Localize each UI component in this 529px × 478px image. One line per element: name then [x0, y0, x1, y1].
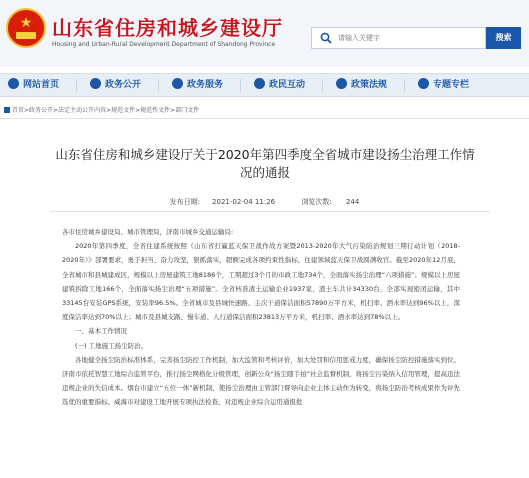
nav-item-home[interactable]: 网站首页 [8, 74, 59, 96]
divider [0, 118, 529, 119]
article-title: 山东省住房和城乡建设厅关于2020年第四季度全省城市建设扬尘治理工作情况的通报 [55, 147, 475, 180]
views-label: 浏览次数: [301, 198, 332, 206]
home-icon [8, 78, 19, 89]
publish-label: 发布日期: [169, 198, 201, 206]
nav-item-special[interactable]: 专题专栏 [418, 74, 469, 96]
site-subtitle: Housing and Urban-Rural Development Department of Shandong Province [52, 41, 276, 48]
search-button[interactable]: 搜索 [486, 27, 521, 49]
national-emblem-icon [6, 8, 46, 48]
article-meta [0, 197, 529, 207]
nav-item-interaction[interactable]: 政民互动 [254, 74, 305, 96]
subsection-heading: (一) 工地施工扬尘防治。 [75, 341, 148, 350]
service-icon [172, 78, 183, 89]
views-count: 244 [345, 198, 360, 206]
chat-icon [254, 78, 265, 89]
star-icon: ★ [19, 15, 33, 31]
site-header [0, 0, 529, 67]
column-icon [418, 78, 429, 89]
section-heading: 一、基本工作情况 [75, 327, 127, 336]
paragraph: 2020年第四季度，全省住建系统按照《山东省打赢蓝天保卫战作战方案暨2013-2020年大气污染防治规划三期行动计划（2018-2020年）》部署要求，勇于担当、奋力攻坚，狠抓落实，超额完成各项约束性指标，住建领域蓝天保卫战圆满收官。截至2020年12月底，全省城市和县城建成区，规模以上房屋建筑工地8186个，工期超过3个月的市政工地734个，全面落实扬尘治理“六项措施”；规模以上房屋建筑拆除工地166个，全面落实扬尘治理“五项措施”。全省核准渣土运输企业1937家，渣土车共计34330台，全部实现密闭运输，其中33145台安装GPS系统，安装率96.5%。全省城市及县城快速路、主次干道保洁面积57890万平方米，机扫率、洒水率达到96%以上，深度保洁率达到70%以上；城市及县城支路、慢车道、人行道保洁面积23813万平方米，机扫率、洒水率达到78%以上。 [62, 242, 460, 322]
paragraph: 各地健全扬尘防治标准体系，完善扬尘防控工作机制，加大监管和考核评价，加大处罚和信用惩戒力度，确保扬尘防控措施落实到位。济南市依托智慧工地综合监管平台，推行扬尘网格化分级管理，创新公众“扬尘随手拍”社会监督机制，将扬尘污染纳入信用管理，提高违法违规企业的失信成本。烟台市建立“五位一体”新机制，使扬尘治理由主管部门督导向企业主体主动作为转变，将扬尘防治考核成果作为评先选优的重要指标。威海市对建设工地开展专项执法检查，对违规企业综合运用通报批 [62, 355, 460, 407]
nav-item-gov-info[interactable]: 政务公开 [90, 74, 141, 96]
search-icon [320, 32, 332, 44]
search-box[interactable] [311, 27, 486, 49]
site-title[interactable]: 山东省住房和城乡建设厅 [52, 16, 283, 40]
article-body [62, 225, 460, 410]
paragraph: 各市住房城乡建设局、城市管理局，济南市城乡交通运输局: [62, 228, 234, 236]
breadcrumb-text[interactable]: 首页>政务公开>法定主动公开内容>规范文件>规范性文件>部门文件 [12, 107, 200, 114]
nav-item-policy[interactable]: 政策法规 [336, 74, 387, 96]
document-icon [90, 78, 101, 89]
main-nav [0, 73, 529, 97]
nav-item-gov-service[interactable]: 政务服务 [172, 74, 223, 96]
search-input[interactable] [338, 31, 478, 45]
publish-date: 2021-02-04 11:26 [212, 198, 276, 206]
law-icon [336, 78, 347, 89]
divider [50, 211, 490, 212]
breadcrumb [4, 105, 199, 114]
home-icon [4, 107, 10, 113]
